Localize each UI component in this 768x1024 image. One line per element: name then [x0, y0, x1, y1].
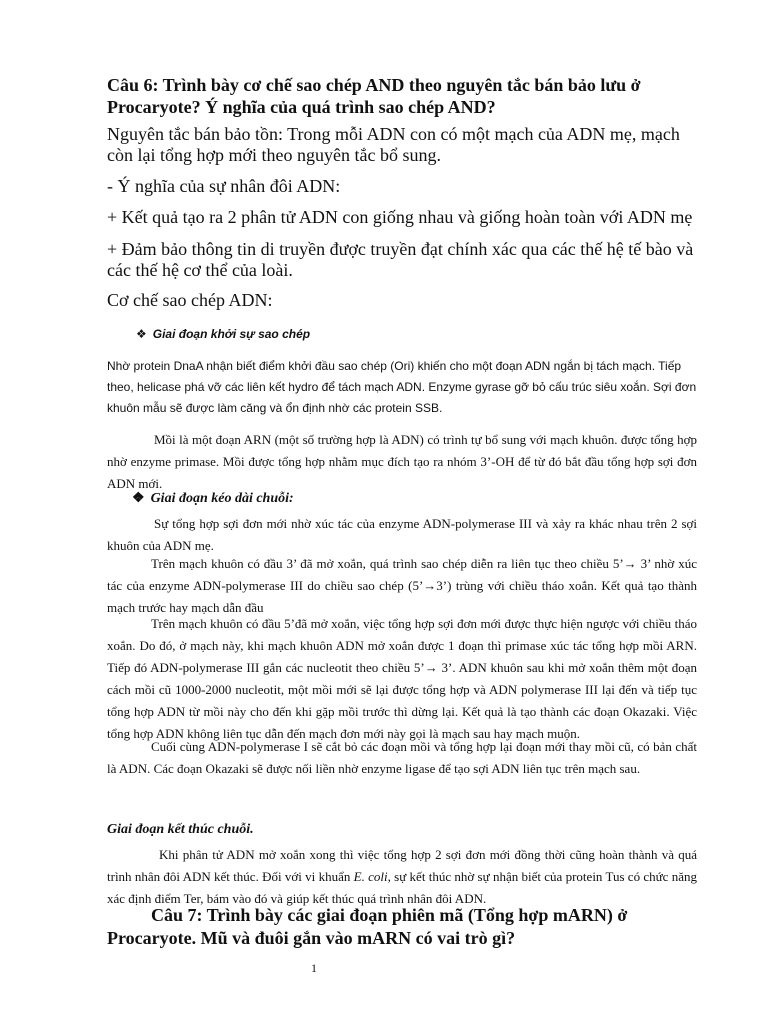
initiation-heading	[136, 327, 726, 341]
initiation-heading-text: Giai đoạn khởi sự sao chép	[152, 327, 311, 341]
question-7-heading: Câu 7: Trình bày các giai đoạn phiên mã (Tổng hợp mARN) ở Procaryote. Mũ và đuôi gắn vào mARN có vai trò gì?	[107, 905, 628, 948]
elongation-paragraph-2: Trên mạch khuôn có đầu 3’ đã mở xoắn, quá trình sao chép diễn ra liên tục theo chiều 5’→ 3’ nhờ xúc tác của enzyme ADN-polymerase III do chiều sao chép (5’→3’) trùng với chiều tháo xoắn. Kết quả tạo thành mạch trước hay mạch dẫn đầu	[107, 556, 697, 615]
elongation-paragraph-4: Cuối cùng ADN-polymerase I sẽ cắt bỏ các đoạn mồi và tổng hợp lại đoạn mới thay mồi cũ, có bản chất là ADN. Các đoạn Okazaki sẽ được nối liền nhờ enzyme ligase để tạo sợi ADN liên tục trên mạch sau.	[107, 739, 697, 776]
elongation-heading	[132, 490, 722, 507]
diamond-bullet-icon: ❖	[136, 327, 147, 341]
initiation-paragraph-1: Nhờ protein DnaA nhận biết điểm khởi đầu sao chép (Ori) khiến cho một đoạn ADN ngắn bị tách mạch. Tiếp theo, helicase phá vỡ các liên kết hydro để tách mạch ADN. Enzyme gyrase gỡ bỏ cấu trúc siêu xoắn. Sợi đơn khuôn mẫu sẽ được làm căng và ổn định nhờ các protein SSB.	[107, 359, 697, 415]
significance-heading: - Ý nghĩa của sự nhân đôi ADN:	[107, 176, 341, 196]
termination-heading: Giai đoạn kết thúc chuỗi.	[107, 822, 254, 837]
diamond-bullet-icon: ❖	[132, 491, 145, 506]
elongation-paragraph-1: Sự tổng hợp sợi đơn mới nhờ xúc tác của enzyme ADN-polymerase III và xảy ra khác nhau trên 2 sợi khuôn của ADN mẹ.	[107, 516, 697, 553]
page-number: 1	[311, 961, 317, 975]
termination-paragraph	[107, 844, 697, 910]
significance-point-1: + Kết quả tạo ra 2 phân tử ADN con giống nhau và giống hoàn toàn với ADN mẹ	[107, 207, 693, 227]
ecoli-species-name: E. coli	[353, 869, 388, 884]
elongation-heading-text: Giai đoạn kéo dài chuỗi:	[150, 491, 294, 506]
significance-point-2: + Đảm bảo thông tin di truyền được truyền đạt chính xác qua các thế hệ tế bào và các thế hệ cơ thể của loài.	[107, 239, 694, 280]
termination-text-after: , sự kết thúc nhờ sự nhận biết của protein Tus có chức năng xác định điểm Ter, bám vào đó và giúp kết thúc quá trình nhân đôi ADN.	[107, 869, 698, 906]
initiation-paragraph-2: Mồi là một đoạn ARN (một số trường hợp là ADN) có trình tự bổ sung với mạch khuôn. được tổng hợp nhờ enzyme primase. Mồi được tổng hợp nhằm mục đích tạo ra nhóm 3’-OH để từ đó bắt đầu tổng hợp sợi đơn ADN mới.	[107, 432, 697, 491]
question-6-heading: Câu 6: Trình bày cơ chế sao chép AND theo nguyên tắc bán bảo lưu ở Procaryote? Ý nghĩa của quá trình sao chép AND?	[107, 75, 641, 117]
termination-text-before: Khi phân tử ADN mở xoắn xong thì việc tổng hợp 2 sợi đơn mới đồng thời cũng hoàn thành và quá trình nhân đôi ADN kết thúc. Đối với vi khuẩn	[107, 847, 697, 884]
semi-conservative-principle: Nguyên tắc bán bảo tồn: Trong mỗi ADN con có một mạch của ADN mẹ, mạch còn lại tổng hợp mới theo nguyên tắc bổ sung.	[107, 124, 680, 165]
mechanism-heading: Cơ chế sao chép ADN:	[107, 290, 273, 310]
elongation-paragraph-3: Trên mạch khuôn có đầu 5’đã mở xoắn, việc tổng hợp sợi đơn mới được thực hiện ngược với chiều tháo xoắn. Do đó, ở mạch này, khi mạch khuôn ADN mở xoắn được 1 đoạn thì primase xúc tác tổng hợp mồi ARN. Tiếp đó ADN-polymerase III gắn các nucleotit theo chiều 5’→ 3’. ADN khuôn sau khi mở xoắn thêm một đoạn cách mồi cũ 1000-2000 nucleotit, một mồi mới sẽ lại được tổng hợp và ADN polymerase III lại đến và tiếp tục tổng hợp ADN từ mồi này cho đến khi gặp mồi trước thì dừng lại. Kết quả là tạo thành các đoạn Okazaki. Việc tổng hợp ADN không liên tục dẫn đến mạch đơn mới này gọi là mạch sau hay mạch muộn.	[107, 616, 697, 741]
